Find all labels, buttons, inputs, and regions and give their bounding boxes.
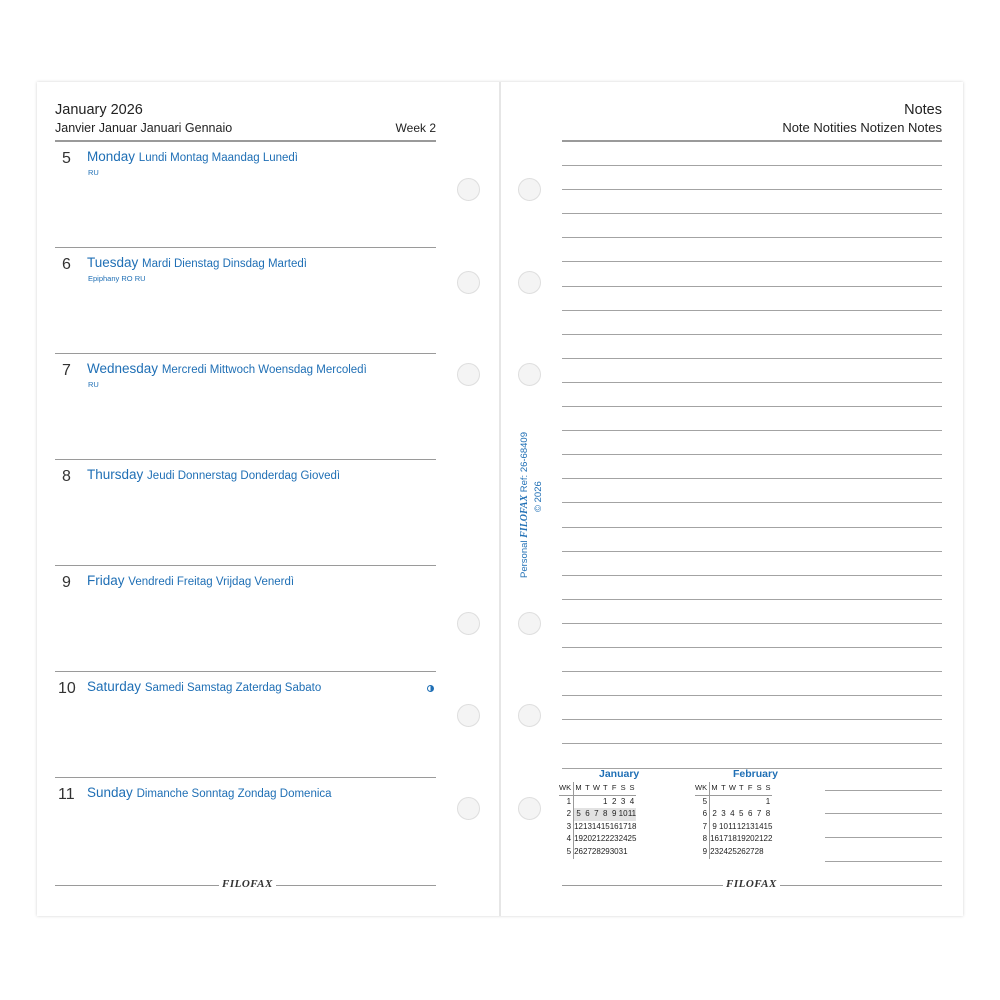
note-line	[825, 861, 942, 862]
calendar-day: 23	[609, 834, 619, 844]
calendar-day: 23	[710, 846, 719, 856]
note-line	[562, 310, 942, 311]
calendar-day: 10	[619, 808, 628, 821]
binder-hole	[457, 363, 480, 386]
calendar-day: 31	[618, 846, 628, 856]
calendar-day: 26	[736, 846, 746, 856]
day-name: Wednesday	[87, 361, 159, 376]
day-translations: Vendredi Freitag Vrijdag Venerdì	[128, 576, 295, 588]
calendar-weekday-header: M	[574, 782, 583, 795]
calendar-day: 14	[754, 821, 764, 831]
day-name: Tuesday	[87, 255, 139, 270]
calendar-day	[737, 795, 746, 808]
calendar-day: 27	[583, 846, 592, 856]
day-translations: Jeudi Donnerstag Donderdag Giovedì	[147, 470, 341, 482]
calendar-day	[583, 795, 592, 808]
calendar-day: 16	[609, 821, 619, 831]
calendar-day: 2	[712, 809, 717, 819]
day-block-tuesday[interactable]	[55, 248, 436, 354]
day-translations: Lundi Montag Maandag Lunedì	[138, 152, 299, 164]
calendar-day: 22	[763, 834, 773, 844]
day-name: Monday	[87, 149, 136, 164]
calendar-weekday-header: S	[764, 782, 773, 795]
filofax-logo: FILOFAX	[723, 878, 780, 890]
calendar-weekday-header: W	[728, 782, 737, 795]
note-line	[562, 454, 942, 455]
note-line	[562, 551, 942, 552]
calendar-week-number: 4	[559, 833, 574, 846]
note-line	[562, 743, 942, 744]
calendar-week-number: 7	[695, 821, 710, 834]
day-name: Friday	[87, 573, 125, 588]
copyright: © 2026	[533, 481, 544, 512]
day-name: Thursday	[87, 467, 144, 482]
day-block-monday[interactable]	[55, 142, 436, 248]
calendar-day	[628, 846, 637, 859]
note-line	[562, 261, 942, 262]
calendar-week-number: 6	[695, 808, 710, 821]
product-reference	[519, 432, 530, 578]
day-translations: Samedi Samstag Zaterdag Sabato	[144, 682, 322, 694]
day-block-friday[interactable]	[55, 566, 436, 672]
day-name: Sunday	[87, 785, 133, 800]
calendar-weekday-header: S	[755, 782, 764, 795]
calendar-day: 24	[719, 846, 728, 856]
calendar-week-number: 5	[559, 846, 574, 859]
calendar-day: 6	[583, 808, 592, 821]
calendar-day	[719, 795, 728, 808]
calendar-day: 15	[763, 821, 773, 831]
day-number: 6	[62, 256, 71, 273]
mini-calendar-month: January	[599, 768, 640, 780]
calendar-day: 27	[745, 846, 755, 856]
day-block-saturday[interactable]	[55, 672, 436, 778]
calendar-weekday-header: T	[583, 782, 592, 795]
calendar-weekday-header: S	[619, 782, 628, 795]
note-line	[562, 671, 942, 672]
day-block-thursday[interactable]	[55, 460, 436, 566]
calendar-day: 20	[745, 834, 755, 844]
calendar-day: 20	[583, 834, 592, 844]
calendar-day: 6	[747, 809, 753, 819]
calendar-day: 21	[591, 834, 601, 844]
note-line	[562, 430, 942, 431]
note-line	[562, 719, 942, 720]
note-line	[562, 623, 942, 624]
calendar-day	[755, 795, 764, 808]
calendar-weekday-header: T	[737, 782, 746, 795]
note-line	[562, 695, 942, 696]
calendar-day: 12	[736, 821, 746, 831]
calendar-weekday-header: W	[592, 782, 601, 795]
calendar-day: 26	[574, 846, 583, 856]
calendar-day: 19	[736, 834, 746, 844]
calendar-day	[764, 846, 773, 859]
calendar-day: 24	[618, 834, 628, 844]
day-number: 7	[62, 362, 71, 379]
binder-hole	[518, 612, 541, 635]
calendar-day: 28	[754, 846, 764, 856]
week-page	[37, 82, 499, 916]
calendar-day: 18	[627, 821, 637, 831]
calendar-day: 8	[765, 809, 771, 819]
day-translations: Mercredi Mittwoch Woensdag Mercoledì	[161, 364, 367, 376]
calendar-weekday-header: F	[610, 782, 619, 795]
holiday-note: Epiphany RO RU	[88, 274, 146, 283]
calendar-day	[746, 795, 755, 808]
calendar-day: 13	[583, 821, 592, 831]
calendar-weekday-header: F	[746, 782, 755, 795]
calendar-day: 9	[712, 821, 717, 831]
binder-hole	[457, 612, 480, 635]
note-line	[562, 599, 942, 600]
note-line	[562, 213, 942, 214]
note-line	[825, 790, 942, 791]
note-line	[562, 237, 942, 238]
binder-hole	[457, 271, 480, 294]
calendar-day	[710, 795, 719, 808]
holiday-note: RU	[88, 168, 99, 177]
note-line	[562, 575, 942, 576]
day-block-wednesday[interactable]	[55, 354, 436, 460]
note-line	[562, 527, 942, 528]
filofax-logo: FILOFAX	[219, 878, 276, 890]
calendar-week-number: 9	[695, 846, 710, 859]
note-line	[562, 189, 942, 190]
note-line	[562, 165, 942, 166]
calendar-day: 10	[719, 821, 728, 831]
calendar-day: 15	[600, 821, 610, 831]
calendar-weekday-header: T	[719, 782, 728, 795]
note-line	[562, 358, 942, 359]
note-line	[562, 334, 942, 335]
calendar-day: 25	[727, 846, 737, 856]
calendar-day: 25	[627, 834, 637, 844]
note-line	[562, 406, 942, 407]
note-line	[562, 647, 942, 648]
day-number: 11	[58, 786, 75, 803]
calendar-day: 14	[591, 821, 601, 831]
calendar-week-number: 2	[559, 808, 574, 821]
calendar-day: 13	[745, 821, 755, 831]
binder-hole	[457, 178, 480, 201]
calendar-day: 29	[600, 846, 610, 856]
calendar-day: 18	[727, 834, 737, 844]
note-line	[562, 382, 942, 383]
day-block-sunday[interactable]	[55, 778, 436, 884]
calendar-day: 11	[628, 808, 637, 821]
calendar-day: 17	[719, 834, 728, 844]
calendar-week-number: 3	[559, 821, 574, 834]
calendar-week-number: 5	[695, 795, 710, 808]
planner-sheet	[37, 82, 963, 916]
calendar-day: 11	[728, 821, 737, 831]
notes-translations: Note Notities Notizen Notes	[782, 120, 942, 135]
month-title: January 2026	[55, 102, 143, 118]
mini-calendar-grid	[559, 782, 636, 859]
calendar-wk-header: WK	[695, 782, 710, 795]
month-translations: Janvier Januar Januari Gennaio	[55, 121, 233, 135]
calendar-day: 9	[610, 808, 619, 821]
calendar-day: 7	[592, 808, 601, 821]
calendar-day: 16	[710, 834, 719, 844]
calendar-wk-header: WK	[559, 782, 574, 795]
calendar-week-number: 8	[695, 833, 710, 846]
calendar-day: 4	[629, 796, 635, 806]
product-ref: Ref: 26-68409	[519, 432, 530, 493]
calendar-day: 4	[730, 809, 735, 819]
calendar-weekday-header: M	[710, 782, 719, 795]
calendar-weekday-header: T	[601, 782, 610, 795]
calendar-day	[574, 795, 583, 808]
calendar-day: 28	[591, 846, 601, 856]
calendar-day: 8	[601, 808, 610, 821]
week-number: Week 2	[395, 121, 436, 135]
day-translations: Mardi Dienstag Dinsdag Martedì	[142, 258, 307, 270]
day-number: 8	[62, 468, 71, 485]
binder-hole	[457, 797, 480, 820]
binder-hole	[518, 271, 541, 294]
calendar-day: 5	[739, 809, 744, 819]
calendar-day: 5	[574, 808, 583, 821]
note-line	[825, 813, 942, 814]
day-number: 9	[62, 574, 71, 591]
calendar-day: 3	[721, 809, 726, 819]
binder-hole	[518, 797, 541, 820]
mini-calendar-month: February	[733, 768, 778, 780]
holiday-note: RU	[88, 380, 99, 389]
notes-title: Notes	[904, 102, 942, 118]
calendar-day: 17	[618, 821, 628, 831]
moon-phase-icon	[427, 685, 434, 692]
vertical-logo: FILOFAX	[519, 494, 530, 538]
calendar-week-number: 1	[559, 795, 574, 808]
note-line	[562, 478, 942, 479]
binder-hole	[457, 704, 480, 727]
note-line	[562, 502, 942, 503]
binder-hole	[518, 704, 541, 727]
calendar-day: 1	[603, 796, 608, 806]
day-number: 10	[58, 680, 76, 697]
calendar-day	[592, 795, 601, 808]
calendar-day: 12	[574, 821, 583, 831]
notes-page	[501, 82, 963, 916]
note-line	[825, 837, 942, 838]
calendar-day: 21	[754, 834, 764, 844]
calendar-day: 1	[765, 796, 771, 806]
day-name: Saturday	[87, 679, 142, 694]
calendar-day: 7	[756, 809, 762, 819]
header-rule	[562, 140, 942, 142]
binder-hole	[518, 363, 541, 386]
day-number: 5	[62, 150, 71, 167]
note-line	[562, 286, 942, 287]
binder-hole	[518, 178, 541, 201]
calendar-day	[728, 795, 737, 808]
calendar-day: 2	[611, 796, 617, 806]
day-translations: Dimanche Sonntag Zondag Domenica	[136, 788, 332, 800]
calendar-weekday-header: S	[628, 782, 637, 795]
product-size: Personal	[519, 540, 530, 578]
mini-calendar-grid	[695, 782, 772, 859]
calendar-day: 3	[620, 796, 626, 806]
calendar-day: 19	[574, 834, 583, 844]
calendar-day: 30	[609, 846, 619, 856]
calendar-day: 22	[600, 834, 610, 844]
